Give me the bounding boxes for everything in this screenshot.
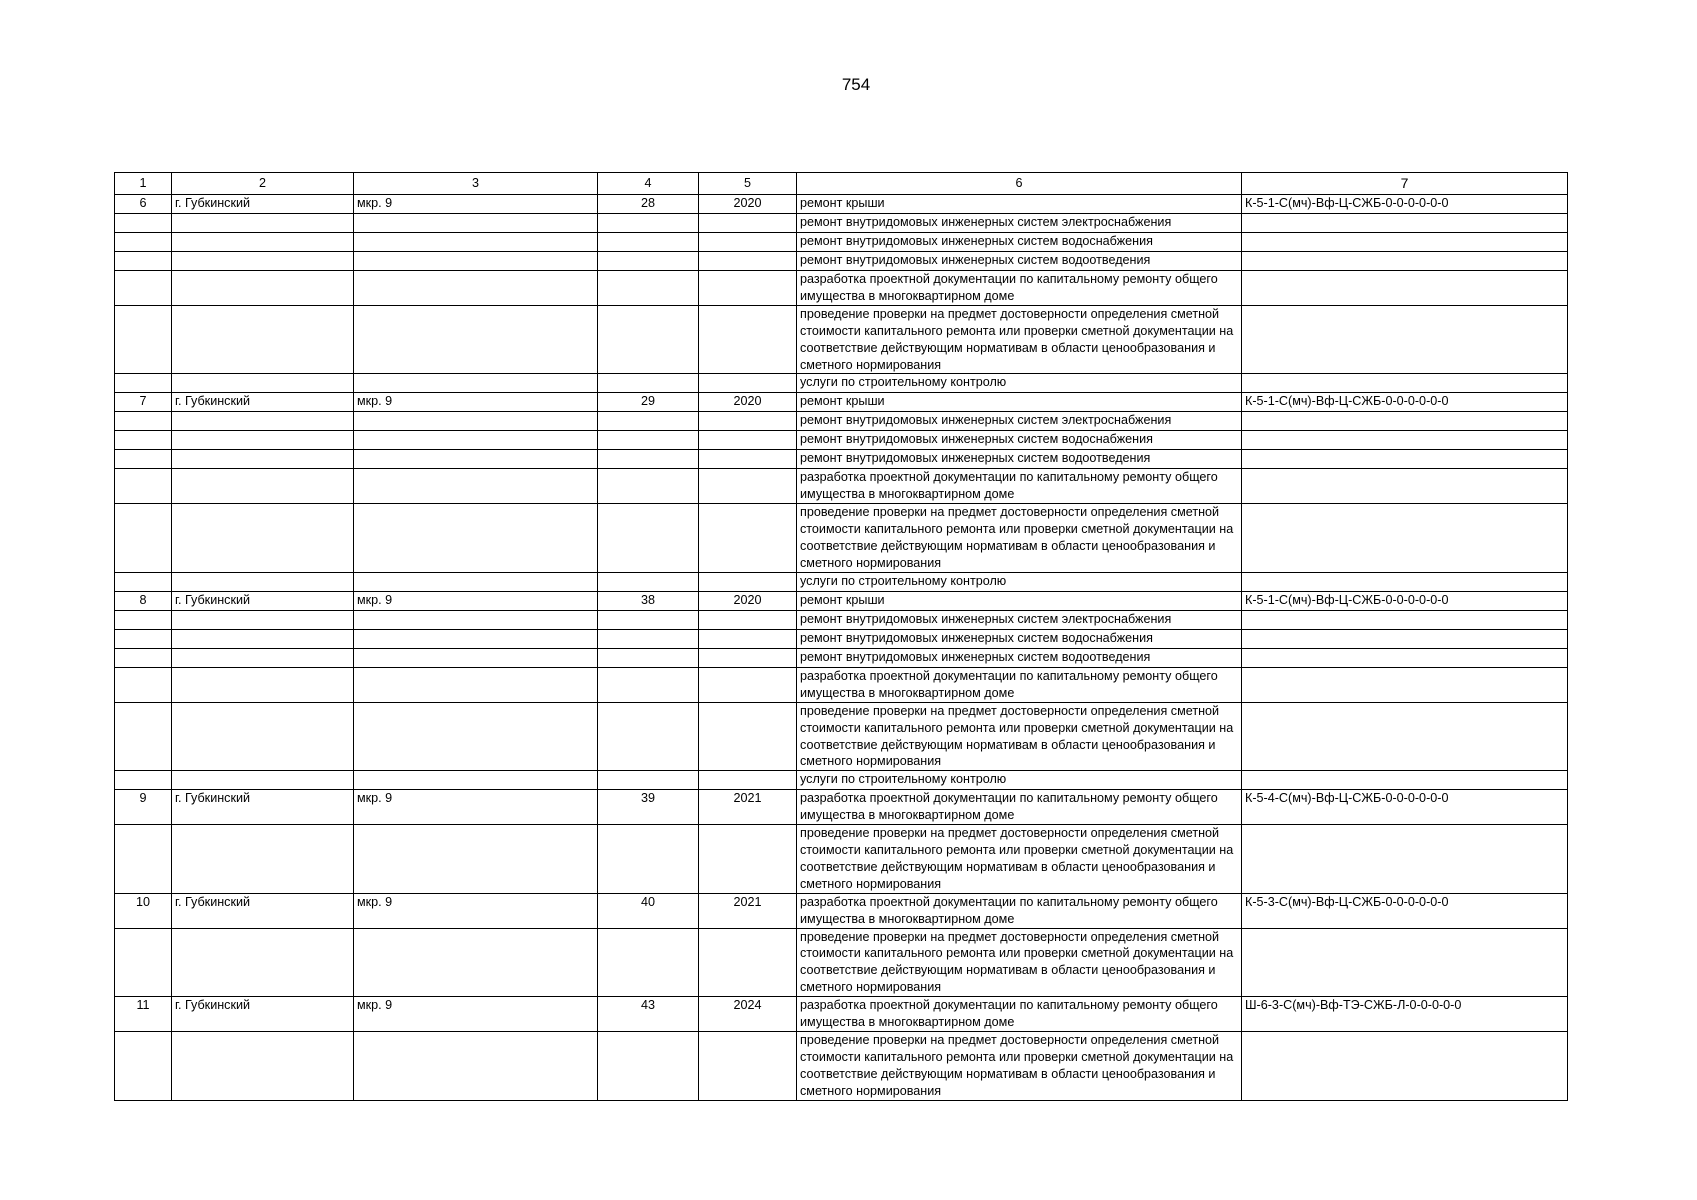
building-code-cell: Ш-6-3-С(мч)-Вф-ТЭ-СЖБ-Л-0-0-0-0-0 [1242,997,1568,1032]
year-cell [699,214,797,233]
table-row [115,393,1568,412]
table-row [115,374,1568,393]
building-code-cell [1242,928,1568,997]
district-cell [354,667,598,702]
work-type-cell: проведение проверки на предмет достоверности определения сметной стоимости капитального ремонта или проверки сметной документации на соответствие действующим нормативам в области ценообразования и сметного нормирования [797,305,1242,374]
year-cell [699,771,797,790]
column-header: 6 [797,173,1242,195]
building-number-cell [598,271,699,306]
row-number-cell: 7 [115,393,172,412]
city-cell [172,450,354,469]
district-cell [354,702,598,771]
work-type-cell: разработка проектной документации по капитальному ремонту общего имущества в многоквартирном доме [797,893,1242,928]
district-cell [354,469,598,504]
building-number-cell [598,610,699,629]
building-number-cell [598,648,699,667]
district-cell [354,431,598,450]
year-cell [699,305,797,374]
building-code-cell [1242,252,1568,271]
district-cell: мкр. 9 [354,393,598,412]
building-number-cell [598,504,699,573]
work-type-cell: ремонт внутридомовых инженерных систем электроснабжения [797,412,1242,431]
column-number-row [115,173,1568,195]
building-number-cell [598,469,699,504]
row-number-cell [115,469,172,504]
year-cell [699,572,797,591]
year-cell: 2024 [699,997,797,1032]
building-code-cell: К-5-1-С(мч)-Вф-Ц-СЖБ-0-0-0-0-0-0 [1242,195,1568,214]
work-type-cell: ремонт внутридомовых инженерных систем электроснабжения [797,214,1242,233]
building-number-cell [598,431,699,450]
row-number-cell: 11 [115,997,172,1032]
building-code-cell [1242,1032,1568,1101]
building-code-cell [1242,431,1568,450]
district-cell [354,648,598,667]
work-type-cell: проведение проверки на предмет достоверности определения сметной стоимости капитального ремонта или проверки сметной документации на соответствие действующим нормативам в области ценообразования и сметного нормирования [797,825,1242,894]
district-cell [354,374,598,393]
year-cell: 2020 [699,393,797,412]
column-header: 4 [598,173,699,195]
city-cell: г. Губкинский [172,893,354,928]
year-cell [699,825,797,894]
building-code-cell [1242,610,1568,629]
city-cell [172,928,354,997]
table-row [115,702,1568,771]
work-type-cell: проведение проверки на предмет достоверности определения сметной стоимости капитального ремонта или проверки сметной документации на соответствие действующим нормативам в области ценообразования и сметного нормирования [797,1032,1242,1101]
row-number-cell [115,702,172,771]
district-cell: мкр. 9 [354,997,598,1032]
table-row [115,648,1568,667]
year-cell [699,271,797,306]
district-cell [354,610,598,629]
year-cell: 2020 [699,195,797,214]
work-type-cell: проведение проверки на предмет достоверности определения сметной стоимости капитального ремонта или проверки сметной документации на соответствие действующим нормативам в области ценообразования и сметного нормирования [797,504,1242,573]
table-row [115,1032,1568,1101]
district-cell [354,305,598,374]
city-cell [172,305,354,374]
building-code-cell [1242,771,1568,790]
building-code-cell [1242,629,1568,648]
row-number-cell [115,771,172,790]
city-cell: г. Губкинский [172,790,354,825]
table-row [115,572,1568,591]
table-row [115,469,1568,504]
row-number-cell [115,504,172,573]
column-header: 5 [699,173,797,195]
year-cell [699,702,797,771]
work-type-cell: услуги по строительному контролю [797,572,1242,591]
row-number-cell: 8 [115,591,172,610]
building-number-cell [598,702,699,771]
row-number-cell [115,1032,172,1101]
building-code-cell [1242,412,1568,431]
district-cell [354,252,598,271]
district-cell: мкр. 9 [354,591,598,610]
building-number-cell [598,450,699,469]
table-body [115,195,1568,1101]
year-cell [699,233,797,252]
row-number-cell [115,825,172,894]
city-cell [172,702,354,771]
city-cell [172,214,354,233]
year-cell: 2021 [699,893,797,928]
district-cell: мкр. 9 [354,893,598,928]
city-cell [172,233,354,252]
building-number-cell: 29 [598,393,699,412]
building-code-cell [1242,233,1568,252]
building-number-cell: 28 [598,195,699,214]
building-number-cell: 43 [598,997,699,1032]
building-number-cell: 39 [598,790,699,825]
row-number-cell [115,572,172,591]
work-type-cell: разработка проектной документации по капитальному ремонту общего имущества в многоквартирном доме [797,997,1242,1032]
district-cell: мкр. 9 [354,790,598,825]
building-code-cell: К-5-1-С(мч)-Вф-Ц-СЖБ-0-0-0-0-0-0 [1242,591,1568,610]
column-header: 2 [172,173,354,195]
table-row [115,271,1568,306]
building-code-cell [1242,825,1568,894]
city-cell [172,252,354,271]
work-type-cell: ремонт внутридомовых инженерных систем водоснабжения [797,233,1242,252]
row-number-cell [115,252,172,271]
building-number-cell [598,412,699,431]
building-code-cell: К-5-4-С(мч)-Вф-Ц-СЖБ-0-0-0-0-0-0 [1242,790,1568,825]
city-cell [172,271,354,306]
column-header: 3 [354,173,598,195]
work-type-cell: разработка проектной документации по капитальному ремонту общего имущества в многоквартирном доме [797,271,1242,306]
district-cell [354,214,598,233]
row-number-cell [115,928,172,997]
city-cell: г. Губкинский [172,591,354,610]
building-code-cell [1242,305,1568,374]
table-row [115,412,1568,431]
row-number-cell [115,610,172,629]
table-row [115,667,1568,702]
row-number-cell [115,629,172,648]
year-cell [699,928,797,997]
year-cell [699,450,797,469]
year-cell [699,610,797,629]
work-plan-table [114,172,1568,1101]
building-number-cell [598,305,699,374]
column-header: 7 [1242,173,1568,195]
row-number-cell [115,305,172,374]
building-number-cell [598,1032,699,1101]
row-number-cell: 9 [115,790,172,825]
row-number-cell [115,431,172,450]
work-type-cell: ремонт внутридомовых инженерных систем водоснабжения [797,629,1242,648]
table-row [115,928,1568,997]
work-type-cell: разработка проектной документации по капитальному ремонту общего имущества в многоквартирном доме [797,469,1242,504]
work-type-cell: ремонт внутридомовых инженерных систем водоотведения [797,450,1242,469]
work-type-cell: проведение проверки на предмет достоверности определения сметной стоимости капитального ремонта или проверки сметной документации на соответствие действующим нормативам в области ценообразования и сметного нормирования [797,702,1242,771]
city-cell [172,504,354,573]
table-row [115,252,1568,271]
building-number-cell [598,214,699,233]
year-cell [699,667,797,702]
district-cell [354,928,598,997]
city-cell [172,572,354,591]
city-cell: г. Губкинский [172,997,354,1032]
work-type-cell: разработка проектной документации по капитальному ремонту общего имущества в многоквартирном доме [797,790,1242,825]
building-code-cell [1242,667,1568,702]
row-number-cell [115,214,172,233]
district-cell [354,629,598,648]
year-cell [699,469,797,504]
row-number-cell [115,271,172,306]
district-cell [354,450,598,469]
city-cell [172,629,354,648]
building-code-cell [1242,374,1568,393]
year-cell [699,412,797,431]
year-cell [699,252,797,271]
building-number-cell [598,928,699,997]
work-type-cell: услуги по строительному контролю [797,771,1242,790]
building-code-cell [1242,214,1568,233]
work-type-cell: ремонт внутридомовых инженерных систем водоснабжения [797,431,1242,450]
year-cell [699,374,797,393]
row-number-cell [115,648,172,667]
district-cell: мкр. 9 [354,195,598,214]
city-cell [172,412,354,431]
building-number-cell [598,374,699,393]
year-cell [699,504,797,573]
district-cell [354,412,598,431]
table-row [115,790,1568,825]
table-row [115,997,1568,1032]
city-cell [172,469,354,504]
district-cell [354,572,598,591]
city-cell [172,825,354,894]
row-number-cell: 10 [115,893,172,928]
building-number-cell [598,572,699,591]
row-number-cell [115,233,172,252]
building-number-cell [598,252,699,271]
work-type-cell: ремонт крыши [797,591,1242,610]
building-code-cell [1242,504,1568,573]
district-cell [354,504,598,573]
building-number-cell [598,667,699,702]
building-number-cell [598,771,699,790]
city-cell: г. Губкинский [172,195,354,214]
year-cell [699,1032,797,1101]
row-number-cell [115,412,172,431]
table-row [115,610,1568,629]
district-cell [354,771,598,790]
year-cell [699,648,797,667]
city-cell [172,610,354,629]
city-cell [172,667,354,702]
city-cell [172,771,354,790]
work-type-cell: услуги по строительному контролю [797,374,1242,393]
city-cell [172,431,354,450]
work-type-cell: ремонт внутридомовых инженерных систем водоотведения [797,252,1242,271]
table-row [115,591,1568,610]
district-cell [354,233,598,252]
table-row [115,629,1568,648]
district-cell [354,825,598,894]
building-number-cell: 40 [598,893,699,928]
building-code-cell [1242,469,1568,504]
building-number-cell [598,233,699,252]
work-type-cell: ремонт внутридомовых инженерных систем электроснабжения [797,610,1242,629]
work-type-cell: ремонт крыши [797,393,1242,412]
year-cell [699,431,797,450]
table-row [115,214,1568,233]
city-cell [172,1032,354,1101]
table-row [115,305,1568,374]
column-header: 1 [115,173,172,195]
building-code-cell: К-5-3-С(мч)-Вф-Ц-СЖБ-0-0-0-0-0-0 [1242,893,1568,928]
building-code-cell [1242,450,1568,469]
city-cell [172,374,354,393]
table-row [115,431,1568,450]
building-code-cell: К-5-1-С(мч)-Вф-Ц-СЖБ-0-0-0-0-0-0 [1242,393,1568,412]
building-number-cell [598,825,699,894]
building-number-cell [598,629,699,648]
row-number-cell [115,450,172,469]
work-type-cell: ремонт внутридомовых инженерных систем водоотведения [797,648,1242,667]
table-row [115,195,1568,214]
work-type-cell: разработка проектной документации по капитальному ремонту общего имущества в многоквартирном доме [797,667,1242,702]
building-code-cell [1242,702,1568,771]
table-row [115,233,1568,252]
row-number-cell [115,667,172,702]
year-cell [699,629,797,648]
year-cell: 2021 [699,790,797,825]
building-code-cell [1242,648,1568,667]
table-row [115,504,1568,573]
page-number: 754 [841,75,871,94]
row-number-cell: 6 [115,195,172,214]
table-row [115,450,1568,469]
district-cell [354,271,598,306]
city-cell: г. Губкинский [172,393,354,412]
building-code-cell [1242,572,1568,591]
city-cell [172,648,354,667]
building-number-cell: 38 [598,591,699,610]
table-row [115,893,1568,928]
building-code-cell [1242,271,1568,306]
table-row [115,825,1568,894]
row-number-cell [115,374,172,393]
work-type-cell: проведение проверки на предмет достоверности определения сметной стоимости капитального ремонта или проверки сметной документации на соответствие действующим нормативам в области ценообразования и сметного нормирования [797,928,1242,997]
table-row [115,771,1568,790]
district-cell [354,1032,598,1101]
year-cell: 2020 [699,591,797,610]
work-type-cell: ремонт крыши [797,195,1242,214]
